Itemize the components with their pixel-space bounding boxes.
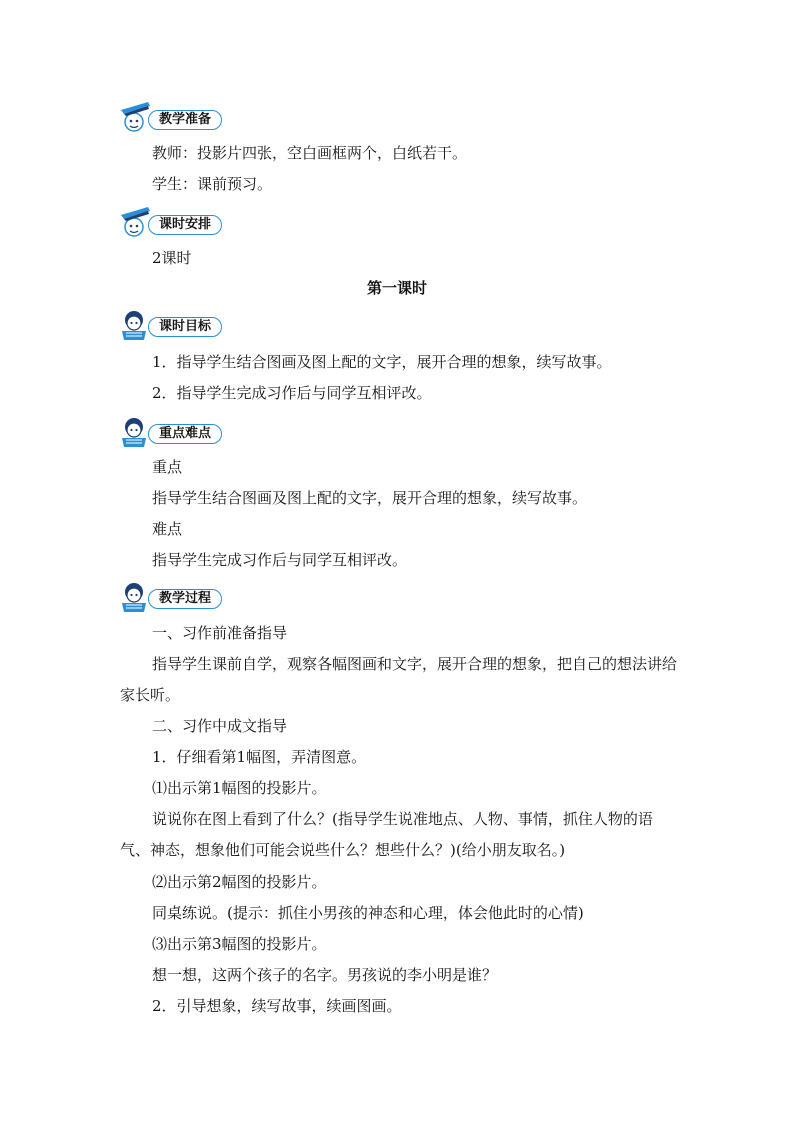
section-heading-teaching-prep: [118, 100, 238, 132]
section-title: 课时目标: [148, 317, 222, 337]
process-subitem: ⑴出示第1幅图的投影片。: [152, 779, 327, 797]
section-title: 教学过程: [148, 589, 222, 609]
process-subitem-text: 说说你在图上看到了什么？(指导学生说准地点、人物、事情，抓住人物的语气、神态，想象他们可能会说些什么？想些什么？)(给小朋友取名。): [120, 810, 653, 859]
section-heading-process: [118, 579, 238, 611]
section-heading-goals: [118, 307, 238, 339]
process-subitem-text: 同桌练说。(提示：抓住小男孩的神态和心理，体会他此时的心情): [152, 904, 584, 922]
process-step1-text: 指导学生课前自学，观察各幅图画和文字，展开合理的想象，把自己的想法讲给家长听。: [120, 655, 678, 704]
key-label: 重点: [152, 458, 183, 476]
goal-item: 2．指导学生完成习作后与同学互相评改。: [152, 384, 432, 402]
schedule-text: 2课时: [152, 249, 192, 267]
process-step1-title: 一、习作前准备指导: [152, 624, 288, 642]
prep-teacher: 教师：投影片四张，空白画框两个，白纸若干。: [152, 144, 468, 162]
section-title: 重点难点: [148, 424, 222, 444]
key-text: 指导学生结合图画及图上配的文字，展开合理的想象，续写故事。: [152, 489, 588, 507]
process-subitem: ⑶出示第3幅图的投影片。: [152, 935, 327, 953]
section-heading-schedule: [118, 205, 238, 237]
prep-student: 学生：课前预习。: [152, 175, 273, 193]
process-subitem: ⑵出示第2幅图的投影片。: [152, 873, 327, 891]
process-item: 2．引导想象，续写故事，续画图画。: [152, 997, 402, 1015]
process-step2-title: 二、习作中成文指导: [152, 717, 288, 735]
section-title: 教学准备: [148, 110, 222, 130]
process-subitem-text: 想一想，这两个孩子的名字。男孩说的李小明是谁？: [152, 966, 498, 984]
section-heading-key-points: [118, 414, 238, 446]
goal-item: 1．指导学生结合图画及图上配的文字，展开合理的想象，续写故事。: [152, 353, 612, 371]
difficult-label: 难点: [152, 520, 183, 538]
lesson-title: 第一课时: [366, 279, 427, 297]
difficult-text: 指导学生完成习作后与同学互相评改。: [152, 551, 408, 569]
process-item: 1．仔细看第1幅图，弄清图意。: [152, 748, 367, 766]
section-title: 课时安排: [148, 215, 222, 235]
